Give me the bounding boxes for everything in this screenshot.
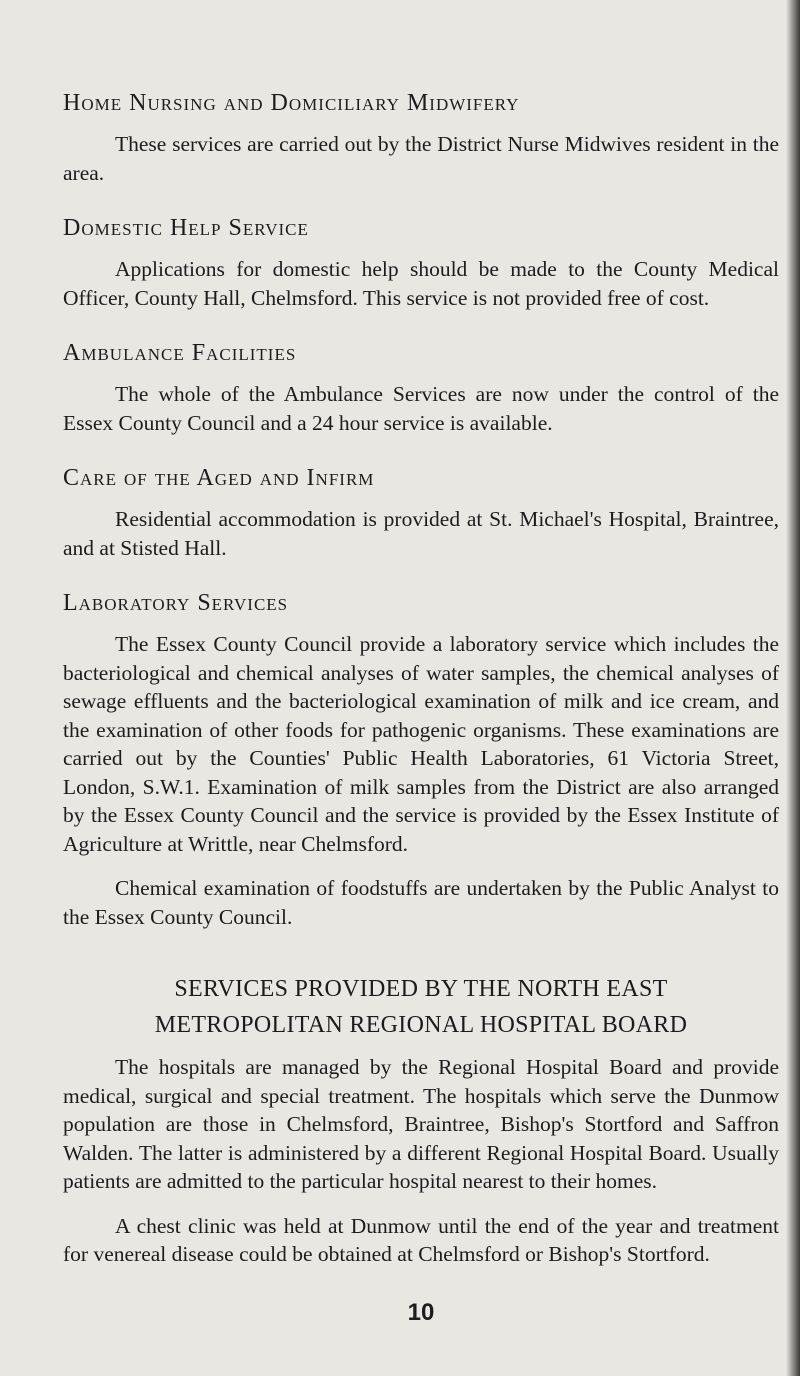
section-heading: Ambulance Facilities <box>63 340 297 366</box>
paragraph: These services are carried out by the District Nurse Midwives resident in the area. <box>63 132 779 185</box>
page-number: 10 <box>407 1298 435 1326</box>
section-heading: Laboratory Services <box>63 590 289 616</box>
major-heading-line: SERVICES PROVIDED BY THE NORTH EAST <box>174 976 668 1002</box>
section-heading: Home Nursing and Domiciliary Midwifery <box>63 90 520 116</box>
section-home-nursing <box>63 88 779 187</box>
paragraph: The whole of the Ambulance Services are now under the control of the Essex County Council and a 24 hour service is available. <box>63 382 779 435</box>
page-edge-shadow <box>786 0 800 1376</box>
paragraph: Residential accommodation is provided at St. Michael's Hospital, Braintree, and at Stisted Hall. <box>63 507 779 560</box>
section-ambulance <box>63 338 779 437</box>
section-domestic-help <box>63 213 779 312</box>
section-heading: Care of the Aged and Infirm <box>63 465 375 491</box>
paragraph: Chemical examination of foodstuffs are undertaken by the Public Analyst to the Essex County Council. <box>63 876 779 929</box>
major-heading-line: METROPOLITAN REGIONAL HOSPITAL BOARD <box>154 1012 688 1038</box>
major-heading <box>63 971 779 1043</box>
section-hospital-board <box>63 971 779 1269</box>
paragraph: The Essex County Council provide a laboratory service which includes the bacteriological and chemical analyses of water samples, the chemical analyses of sewage effluents and the bacteriological examination of milk and ice cream, and the examination of other foods for pathogenic organisms. These examinations are carried out by the Counties' Public Health Laboratories, 61 Victoria Street, London, S.W.1. Examination of milk samples from the District are also arranged by the Essex County Council and the service is provided by the Essex Institute of Agriculture at Writtle, near Chelmsford. <box>63 632 779 856</box>
section-laboratory <box>63 588 779 931</box>
section-heading: Domestic Help Service <box>63 215 309 241</box>
paragraph: A chest clinic was held at Dunmow until the end of the year and treatment for venereal disease could be obtained at Chelmsford or Bishop's Stortford. <box>63 1213 779 1266</box>
paragraph: The hospitals are managed by the Regional Hospital Board and provide medical, surgical and special treatment. The hospitals which serve the Dunmow population are those in Chelmsford, Braintree, Bishop's Stortford and Saffron Walden. The latter is administered by a different Regional Hospital Board. Usually patients are admitted to the particular hospital nearest to their homes. <box>63 1055 779 1193</box>
page-content <box>63 88 779 1327</box>
paragraph: Applications for domestic help should be made to the County Medical Officer, County Hall, Chelmsford. This service is not provided free of cost. <box>63 257 779 310</box>
section-aged-infirm <box>63 463 779 562</box>
